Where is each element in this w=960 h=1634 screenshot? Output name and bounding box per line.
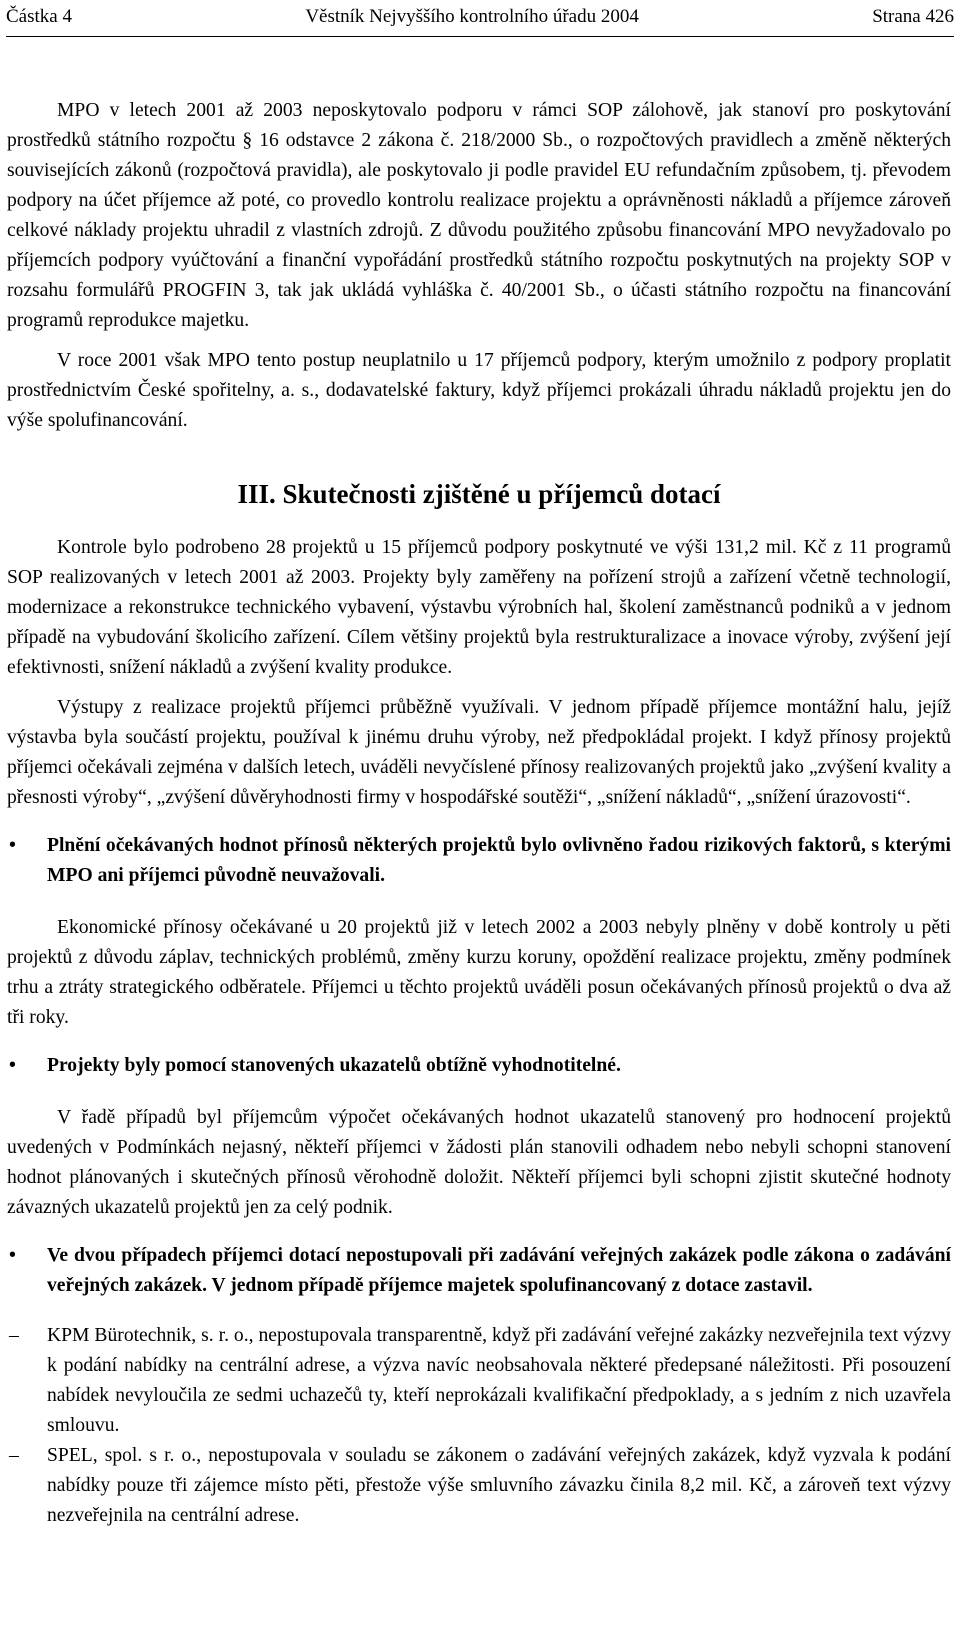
paragraph-5: Ekonomické přínosy očekávané u 20 projektů již v letech 2002 a 2003 nebyly plněny v době kontroly u pěti projektů z důvodu záplav, technických problémů, změny kurzu koruny, opoždění realizace projektu, změny podmínek trhu a ztráty strategického odběratele. Příjemci u těchto projektů uváděli posun očekávaných přínosů projektů o dva až tři roky.: [7, 917, 951, 1028]
header-page-number: Strana 426: [872, 6, 954, 27]
page-header: [6, 6, 954, 37]
bullet-item-2: [7, 1051, 951, 1081]
paragraph-1: MPO v letech 2001 až 2003 neposkytovalo podporu v rámci SOP zálohově, jak stanoví pro poskytování prostředků státního rozpočtu § 16 odstavce 2 zákona č. 218/2000 Sb., o rozpočtových pravidlech a změně některých souvisejících zákonů (rozpočtová pravidla), ale poskytovalo ji podle pravidel EU refundačním způsobem, tj. převodem podpory na účet příjemce až poté, co provedlo kontrolu realizace projektu a oprávněnosti nákladů a příjemce zároveň celkové náklady projektu uhradil z vlastních zdrojů. Z důvodu použitého způsobu financování MPO nevyžadovalo po příjemcích podpory vyúčtování a finanční vypořádání prostředků státního rozpočtu poskytnutých na projekty SOP v rozsahu formulářů PROGFIN 3, tak jak ukládá vyhláška č. 40/2001 Sb., o účasti státního rozpočtu na financování programů reprodukce majetku.: [7, 100, 951, 331]
dash-mark: –: [9, 1325, 19, 1346]
dash-item-1: [7, 1321, 951, 1441]
bullet-text: Projekty byly pomocí stanovených ukazatelů obtížně vyhodnotitelné.: [47, 1055, 621, 1076]
bullet-mark: •: [9, 835, 16, 856]
dash-item-2: [7, 1441, 951, 1531]
section-heading: III. Skutečnosti zjištěné u příjemců dotací: [237, 479, 721, 509]
bullet-mark: •: [9, 1055, 16, 1076]
bullet-text: Plnění očekávaných hodnot přínosů některých projektů bylo ovlivněno řadou rizikových faktorů, s kterými MPO ani příjemci původně neuvažovali.: [47, 835, 951, 886]
paragraph-2: V roce 2001 však MPO tento postup neuplatnilo u 17 příjemců podpory, kterým umožnilo z podpory proplatit prostřednictvím České spořitelny, a. s., dodavatelské faktury, když příjemci prokázali úhradu nákladů projektu jen do výše spolufinancování.: [7, 350, 951, 431]
header-journal-title: Věstník Nejvyššího kontrolního úřadu 2004: [305, 6, 639, 27]
bullet-item-1: [7, 831, 951, 891]
dash-text: SPEL, spol. s r. o., nepostupovala v souladu se zákonem o zadávání veřejných zakázek, když vyzvala k podání nabídky pouze tři zájemce místo pěti, přestože výše smluvního závazku činila 8,2 mil. Kč, a zároveň text výzvy nezveřejnila na centrální adrese.: [47, 1445, 951, 1526]
dash-mark: –: [9, 1445, 19, 1466]
paragraph-3: Kontrole bylo podrobeno 28 projektů u 15 příjemců podpory poskytnuté ve výši 131,2 mil. Kč z 11 programů SOP realizovaných v letech 2001 až 2003. Projekty byly zaměřeny na pořízení strojů a zařízení včetně technologií, modernizace a rekonstrukce technického vybavení, výstavbu výrobních hal, školení zaměstnanců podniků a v jednom případě na vybudování školicího zařízení. Cílem většiny projektů byla restrukturalizace a inovace výroby, zvýšení její efektivnosti, snížení nákladů a zvýšení kvality produkce.: [7, 537, 951, 678]
header-issue: Částka 4: [6, 6, 72, 27]
bullet-text: Ve dvou případech příjemci dotací nepostupovali při zadávání veřejných zakázek podle zákona o zadávání veřejných zakázek. V jednom případě příjemce majetek spolufinancovaný z dotace zastavil.: [47, 1245, 951, 1296]
document-body: [7, 96, 951, 1531]
dash-text: KPM Bürotechnik, s. r. o., nepostupovala transparentně, když při zadávání veřejné zakázky nezveřejnila text výzvy k podání nabídky na centrální adrese, a výzva navíc neobsahovala některé předepsané náležitosti. Při posouzení nabídek nevyloučila ze sedmi uchazečů ty, kteří neprokázali kvalifikační předpoklady, a s jedním z nich uzavřela smlouvu.: [47, 1325, 951, 1436]
paragraph-4: Výstupy z realizace projektů příjemci průběžně využívali. V jednom případě příjemce montážní halu, jejíž výstavba byla součástí projektu, používal k jinému druhu výroby, než předpokládal projekt. I když přínosy projektů příjemci očekávali zejména v dalších letech, uváděli nevyčíslené přínosy realizovaných projektů jako „zvýšení kvality a přesnosti výroby“, „zvýšení důvěryhodnosti firmy v hospodářské soutěži“, „snížení nákladů“, „snížení úrazovosti“.: [7, 697, 951, 808]
bullet-mark: •: [9, 1245, 16, 1266]
bullet-item-3: [7, 1241, 951, 1301]
paragraph-6: V řadě případů byl příjemcům výpočet očekávaných hodnot ukazatelů stanovený pro hodnocení projektů uvedených v Podmínkách nejasný, někteří příjemci v žádosti plán stanovili odhadem nebo nebyli schopni stanovení hodnot plánovaných i skutečných přínosů věrohodně doložit. Někteří příjemci byli schopni zjistit skutečné hodnoty závazných ukazatelů projektů jen za celý podnik.: [7, 1107, 951, 1218]
